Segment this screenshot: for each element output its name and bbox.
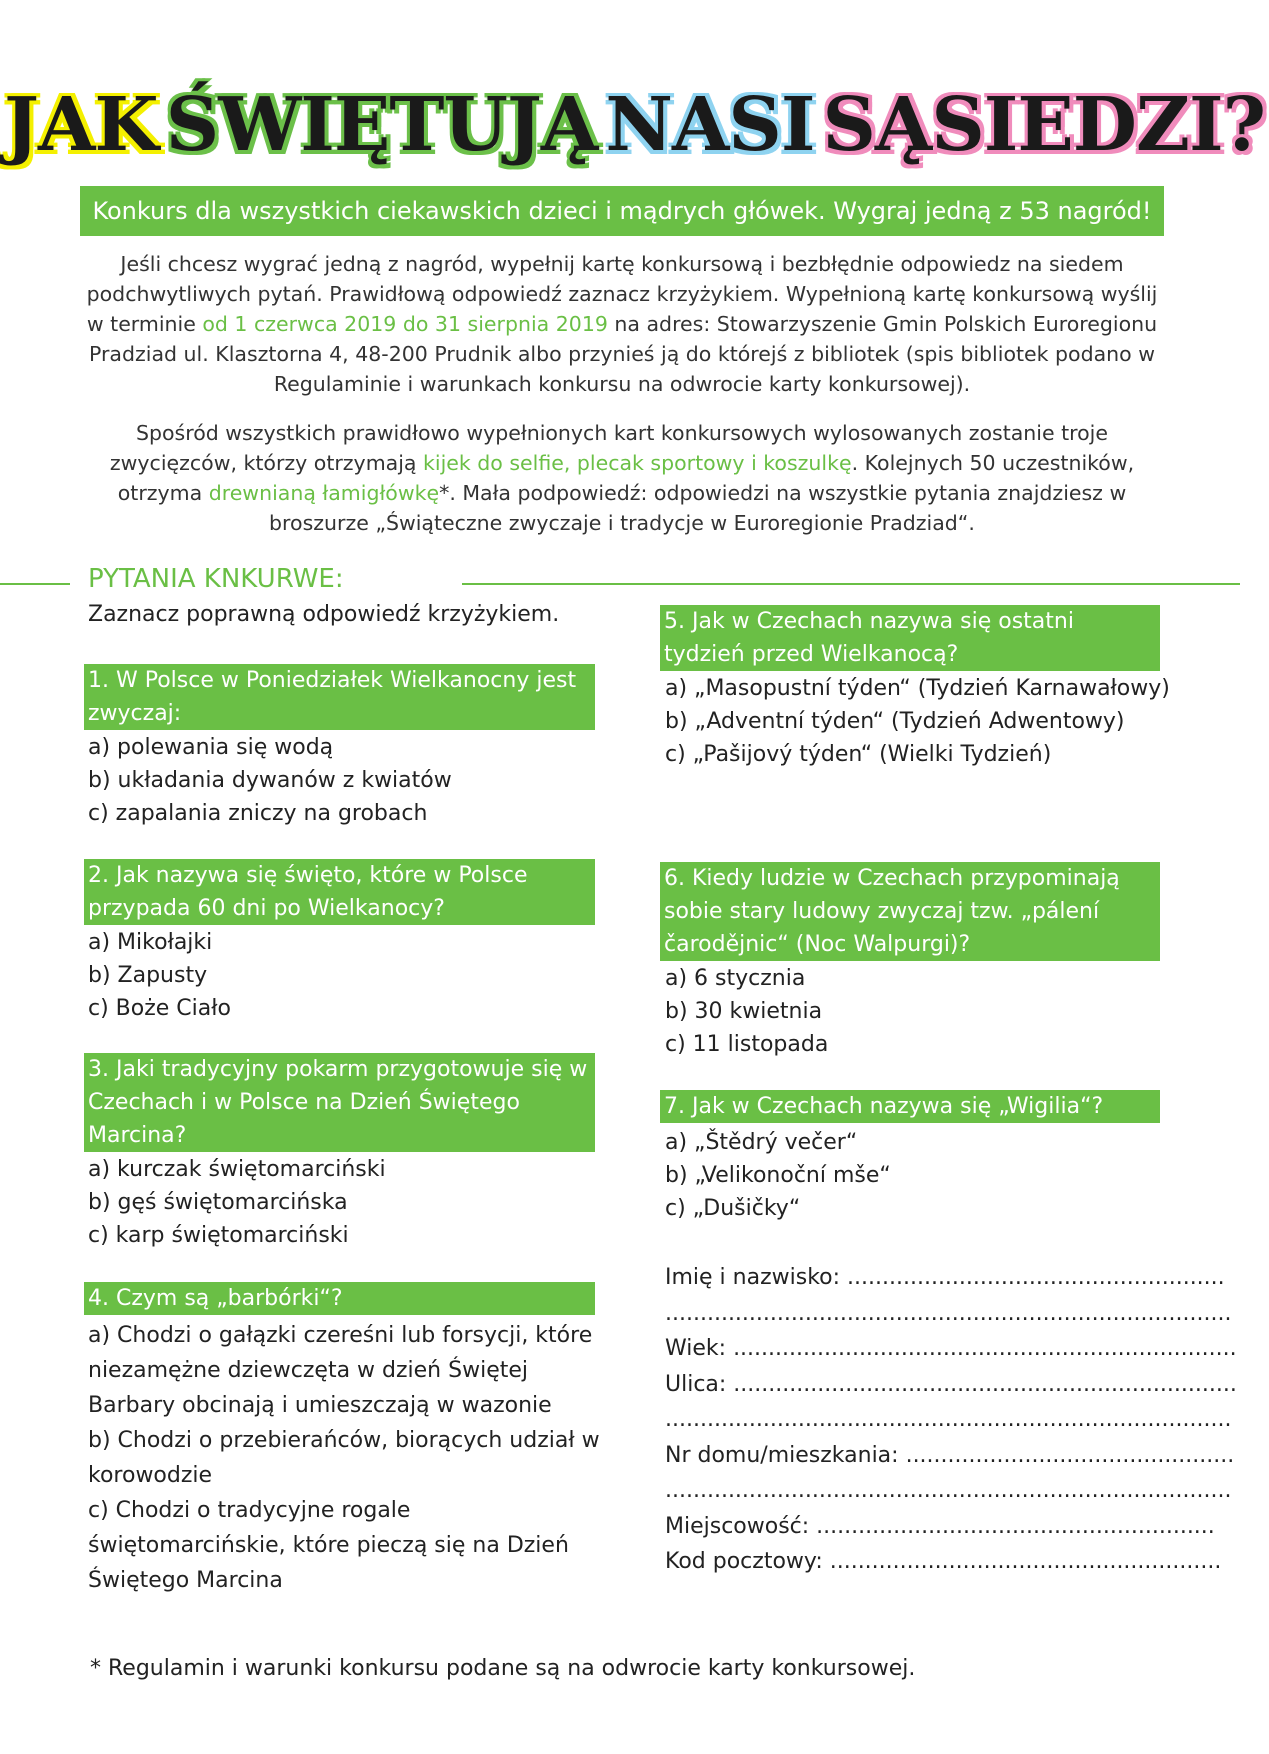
answer-option[interactable]: c) „Pašijový týden“ (Wielki Tydzień) (665, 742, 1052, 767)
question-5-answers (665, 672, 1170, 771)
contest-banner: Konkurs dla wszystkich ciekawskich dzieci i mądrych główek. Wygraj jedną z 53 nagród! (80, 186, 1164, 236)
answer-option[interactable]: c) Boże Ciało (88, 996, 231, 1021)
intro-text: Jeśli chcesz wygrać jedną z nagród, wypełnij kartę konkursową i bezbłędnie odpowiedz na siedem podchwytliwych pytań. Prawidłową odpowiedź zaznacz krzyżykiem. Wypełnioną kartę konkursową wyślij w terminie (86, 252, 1158, 336)
contact-form (665, 1260, 1237, 1580)
question-1-header: 1. W Polsce w Poniedziałek Wielkanocny jest zwyczaj: (84, 664, 595, 730)
section-rule-right (462, 583, 1240, 585)
section-rule-left (0, 583, 70, 585)
question-6-header: 6. Kiedy ludzie w Czechach przypominają sobie stary ludowy zwyczaj tzw. „pálení čarodějnic“ (Noc Walpurgi)? (660, 862, 1160, 961)
answer-option[interactable]: c) karp świętomarciński (88, 1223, 349, 1248)
intro-text: na adres: Stowarzyszenie Gmin Polskich Euroregionu Pradziad ul. Klasztorna 4, 48-200 Prudnik albo przynieś ją do którejś z bibliotek (spis bibliotek podano w Regulaminie i warunkach konkursu na odwrocie karty konkursowej). (89, 312, 1158, 396)
question-5-header: 5. Jak w Czechach nazywa się ostatni tydzień przed Wielkanocą? (660, 605, 1160, 671)
street-field-continuation[interactable]: ................................................................................. (665, 1407, 1232, 1432)
title-word-swietuja: ŚWIĘTUJĄ (165, 82, 598, 168)
question-2-header: 2. Jak nazywa się święto, które w Polsce przypada 60 dni po Wielkanocy? (84, 859, 595, 925)
question-2-answers (88, 926, 231, 1025)
answer-option[interactable]: b) „Adventní týden“ (Tydzień Adwentowy) (665, 709, 1125, 734)
question-4-answers (88, 1318, 600, 1598)
question-7-header: 7. Jak w Czechach nazywa się „Wigilia“? (660, 1090, 1160, 1123)
page-title (0, 82, 1265, 168)
intro-text: . Kolejnych 50 uczestników, otrzyma (117, 451, 1135, 505)
answer-option[interactable]: b) Zapusty (88, 963, 208, 988)
intro-paragraph-2 (80, 418, 1164, 538)
city-field[interactable]: Miejscowość: ......................................................... (665, 1513, 1215, 1539)
answer-option[interactable]: b) gęś świętomarcińska (88, 1190, 348, 1215)
question-3-header: 3. Jaki tradycyjny pokarm przygotowuje się w Czechach i w Polsce na Dzień Świętego Marcina? (84, 1053, 595, 1152)
answer-option[interactable]: a) Chodzi o gałązki czereśni lub forsycji, które niezamężne dziewczęta w dzień Świętej Barbary obcinają i umieszczają w wazonie (88, 1323, 593, 1418)
street-field[interactable]: Ulica: ........................................................................ (665, 1371, 1237, 1397)
answer-option[interactable]: a) Mikołajki (88, 930, 213, 955)
answer-option[interactable]: c) „Dušičky“ (665, 1196, 801, 1221)
intro-text: Spośród wszystkich prawidłowo wypełnionych kart konkursowych wylosowanych zostanie troje zwycięzców, którzy otrzymają (109, 421, 1108, 475)
section-title: PYTANIA KNKURWE: (88, 564, 344, 594)
answer-option[interactable]: a) polewania się wodą (88, 735, 334, 760)
answer-option[interactable]: a) „Štědrý večer“ (665, 1130, 858, 1155)
name-field[interactable]: Imię i nazwisko: ...................................................... (665, 1265, 1225, 1290)
answer-option[interactable]: b) „Velikonoční mše“ (665, 1163, 891, 1188)
question-6-answers (665, 962, 828, 1061)
answer-option[interactable]: b) układania dywanów z kwiatów (88, 768, 452, 793)
title-word-jak: JAK (4, 82, 158, 168)
main-prizes: kijek do selfie, plecak sportowy i koszulkę (423, 451, 852, 475)
answer-option[interactable]: b) Chodzi o przebierańców, biorących udział w korowodzie (88, 1428, 600, 1488)
answer-option[interactable]: a) „Masopustní týden“ (Tydzień Karnawałowy) (665, 676, 1170, 701)
answer-option[interactable]: b) 30 kwietnia (665, 999, 823, 1024)
question-4-header: 4. Czym są „barbórki“? (84, 1282, 595, 1315)
deadline-dates: od 1 czerwca 2019 do 31 sierpnia 2019 (202, 312, 608, 336)
postal-code-field[interactable]: Kod pocztowy: ........................................................ (665, 1549, 1222, 1574)
instruction: Zaznacz poprawną odpowiedź krzyżykiem. (88, 602, 560, 627)
house-number-field[interactable]: Nr domu/mieszkania: ............................................... (665, 1442, 1235, 1468)
age-field[interactable]: Wiek: ........................................................................ (665, 1336, 1237, 1361)
answer-option[interactable]: a) kurczak świętomarciński (88, 1157, 386, 1182)
question-3-answers (88, 1153, 386, 1252)
intro-paragraph-1 (80, 249, 1164, 399)
title-word-sasiedzi: SĄSIEDZI? (822, 82, 1265, 168)
answer-option[interactable]: c) zapalania zniczy na grobach (88, 801, 428, 826)
answer-option[interactable]: c) 11 listopada (665, 1032, 829, 1057)
title-word-nasi: NASI (605, 82, 815, 168)
intro-text: *. Mała podpowiedź: odpowiedzi na wszystkie pytania znajdziesz w broszurze „Świąteczne zwyczaje i tradycje w Euroregionie Pradziad“. (269, 481, 1127, 535)
footnote: * Regulamin i warunki konkursu podane są na odwrocie karty konkursowej. (90, 1656, 916, 1681)
name-field-continuation[interactable]: ................................................................................. (665, 1300, 1232, 1326)
answer-option[interactable]: a) 6 stycznia (665, 966, 806, 991)
question-7-answers (665, 1126, 891, 1225)
question-1-answers (88, 731, 452, 830)
answer-option[interactable]: c) Chodzi o tradycyjne rogale świętomarcińskie, które pieczą się na Dzień Świętego Marcina (88, 1498, 569, 1593)
house-number-field-continuation[interactable]: ................................................................................. (665, 1478, 1232, 1503)
other-prize: drewnianą łamigłówkę (208, 481, 440, 505)
